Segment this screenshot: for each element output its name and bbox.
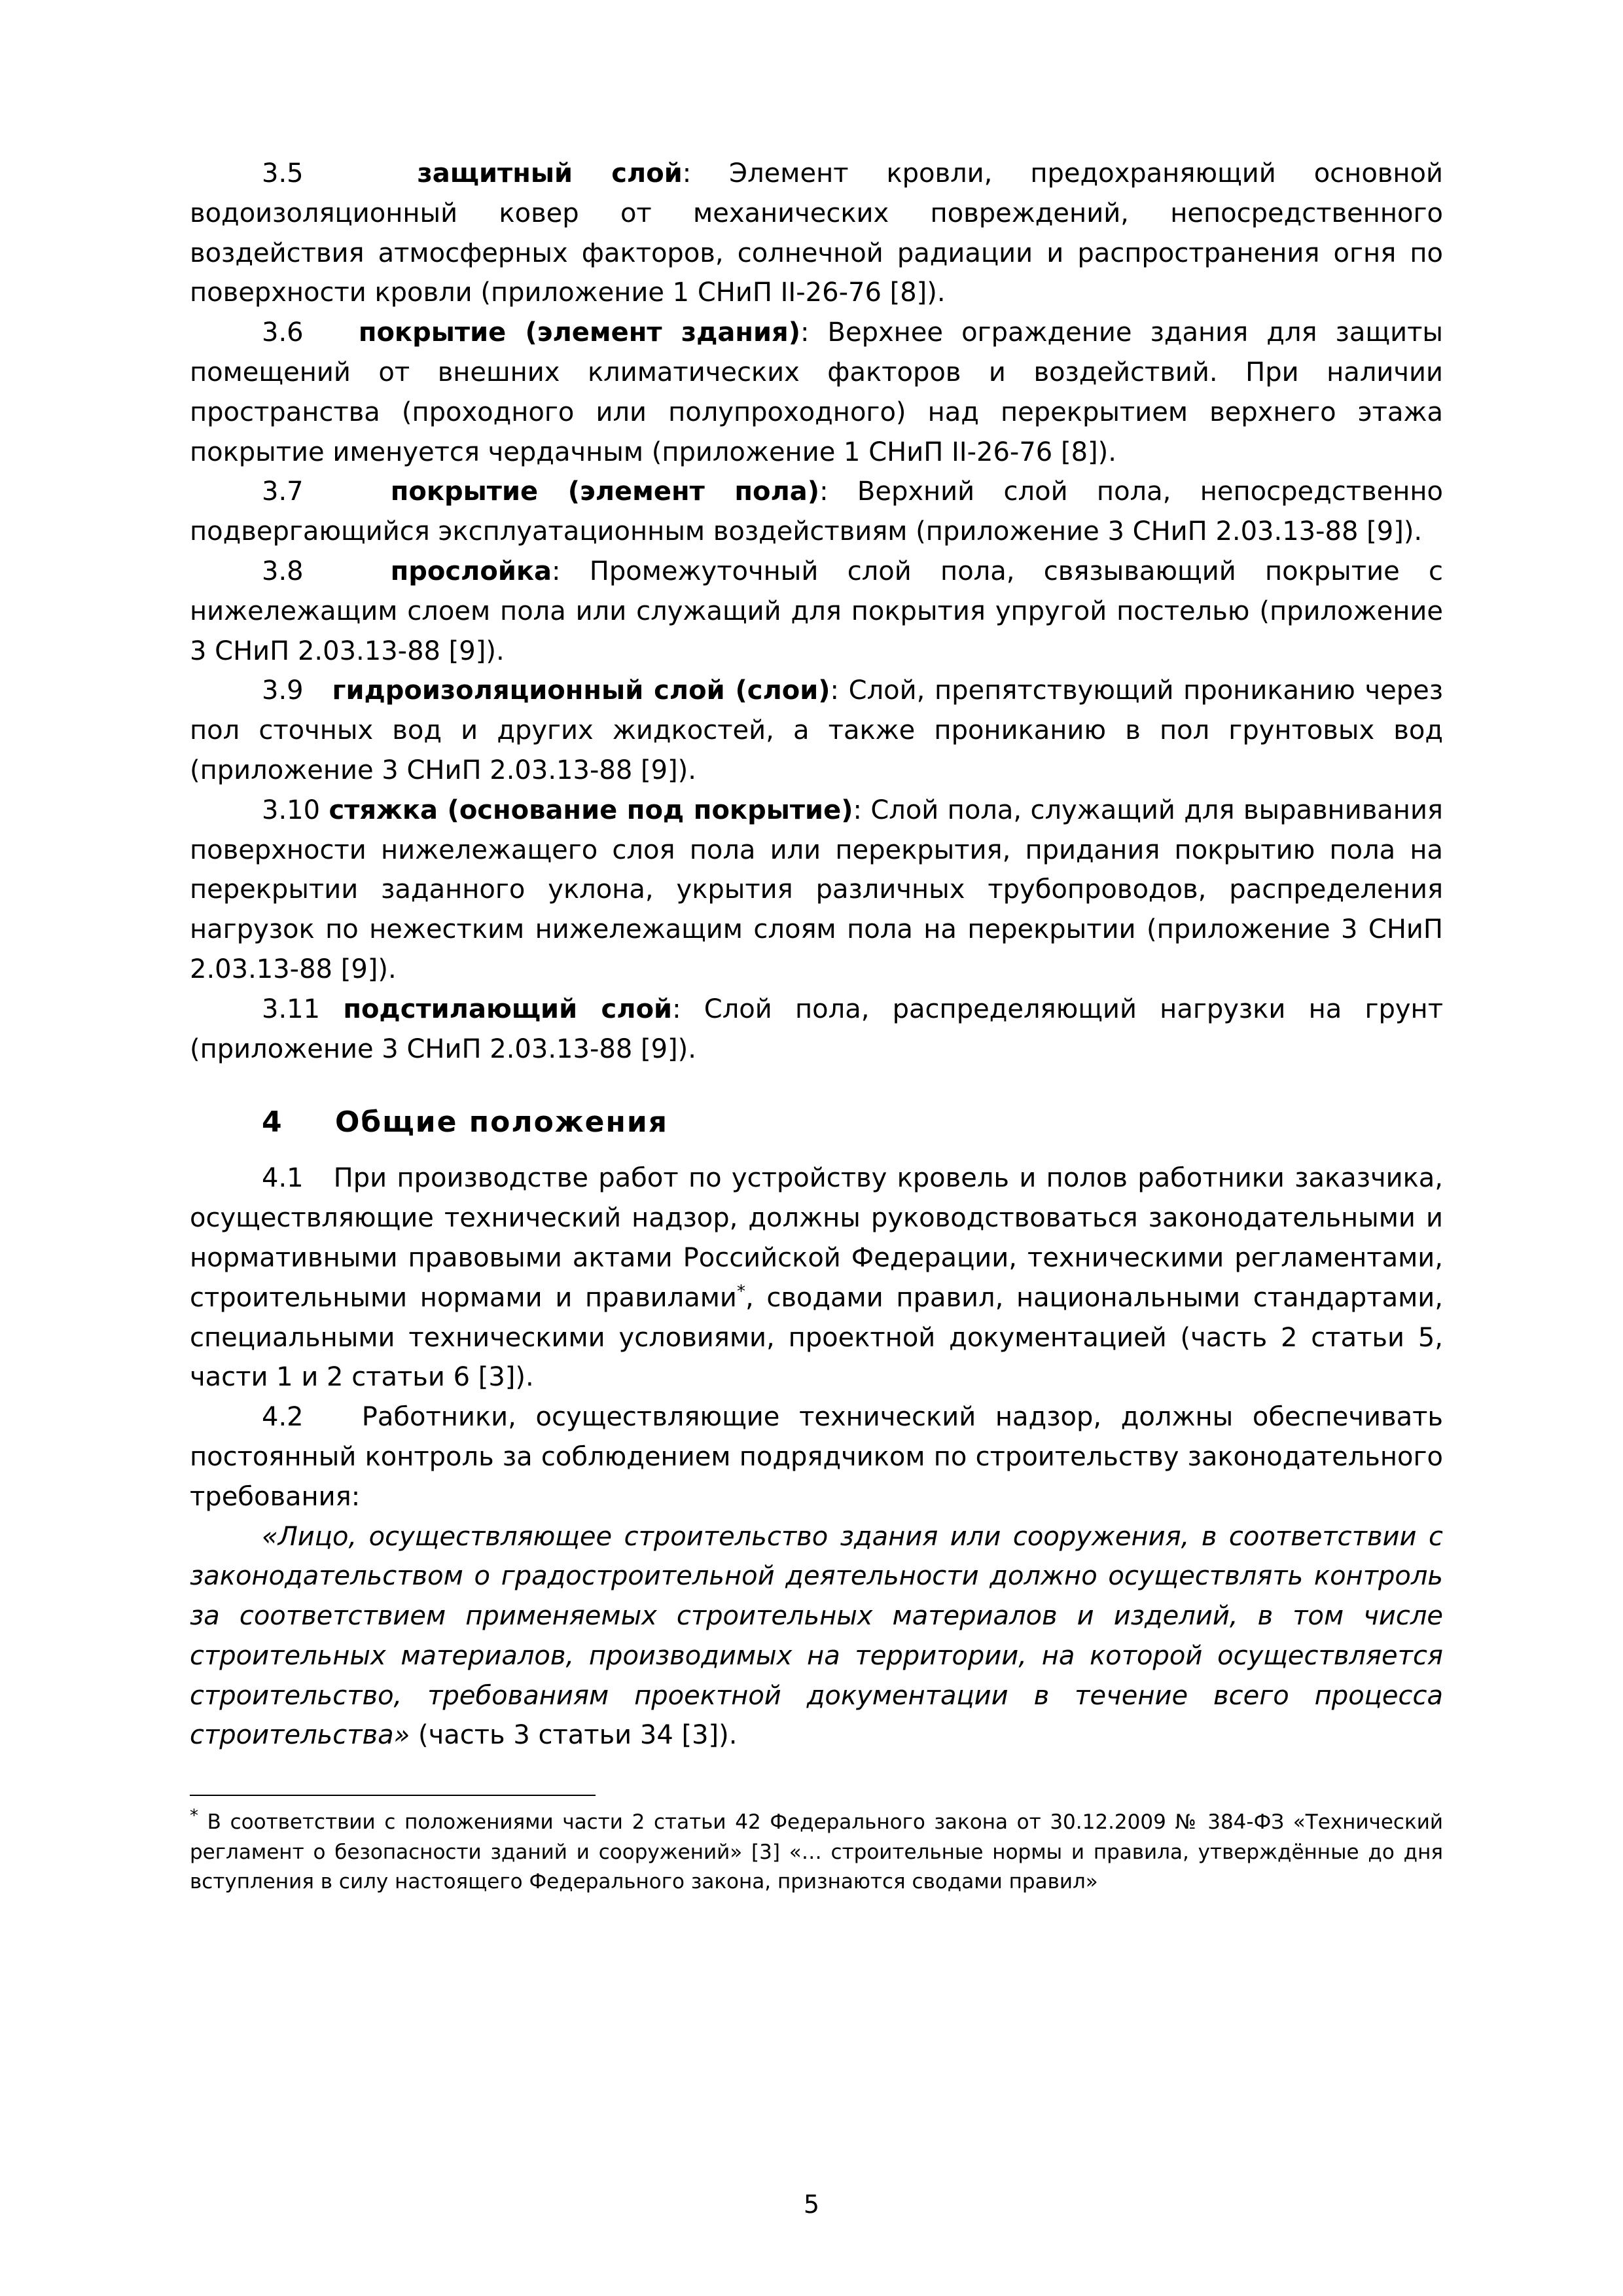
footnote-body: В соответствии с положениями части 2 статьи 42 Федерального закона от 30.12.2009 № 384-ФЗ «Технический регламент о безопасности зданий и сооружений» [3] «… строительные нормы и правила, утверждённые до дня вступления в силу настоящего Федерального закона, признаются сводами правил» bbox=[190, 1810, 1443, 1893]
paragraph-term: прослойка bbox=[390, 556, 552, 586]
paragraph-term: покрытие (элемент пола) bbox=[390, 476, 820, 507]
paragraph-number: 3.7 bbox=[262, 476, 304, 507]
section-number: 4 bbox=[262, 1105, 283, 1139]
definition-paragraph-3-5 bbox=[190, 154, 1443, 313]
section-heading-4 bbox=[190, 1105, 1443, 1139]
paragraph-number: 4.1 bbox=[262, 1163, 304, 1194]
paragraph-number: 3.6 bbox=[262, 317, 304, 348]
paragraph-text: Работники, осуществляющие технический надзор, должны обеспечивать постоянный контроль за соблюдением подрядчиком по строительству законодательного требования: bbox=[190, 1402, 1443, 1512]
paragraph-text-after-footnote: , сводами правил, национальными стандартами, специальными техническими условиями, проектной документацией (часть 2 статьи 5, части 1 и 2 статьи 6 [3]). bbox=[190, 1282, 1443, 1393]
definition-paragraph-3-8 bbox=[190, 552, 1443, 671]
footnote-star-icon: * bbox=[190, 1806, 198, 1826]
paragraph-number: 3.11 bbox=[262, 994, 321, 1024]
paragraph-term: гидроизоляционный слой (слои) bbox=[332, 675, 830, 706]
paragraph-number: 3.8 bbox=[262, 556, 304, 586]
paragraph-number: 3.5 bbox=[262, 158, 304, 188]
paragraph-term: стяжка (основание под покрытие) bbox=[329, 795, 853, 825]
section-title: Общие положения bbox=[335, 1105, 668, 1139]
definition-paragraph-3-11 bbox=[190, 990, 1443, 1069]
paragraph-text: : Слой пола, служащий для выравнивания поверхности нижележащего слоя пола или перекрытия, придания покрытию пола на перекрытии заданного уклона, укрытия различных трубопроводов, распределения нагрузок по нежестким нижележащим слоям пола на перекрытии (приложение 3 СНиП 2.03.13-88 [9]). bbox=[190, 795, 1443, 984]
legal-quote bbox=[190, 1517, 1443, 1756]
paragraph-term: покрытие (элемент здания) bbox=[358, 317, 800, 348]
section-paragraph-4-2 bbox=[190, 1397, 1443, 1516]
paragraph-term: подстилающий слой bbox=[343, 994, 673, 1024]
paragraph-term: защитный слой bbox=[417, 158, 683, 188]
paragraph-text-before-footnote: При производстве работ по устройству кровель и полов работники заказчика, осуществляющие технический надзор, должны руководствоваться законодательными и нормативными правовыми актами Российской Федерации, техническими регламентами, строительными нормами и правилами bbox=[190, 1163, 1443, 1313]
paragraph-text: : Верхнее ограждение здания для защиты помещений от внешних климатических факторов и воздействий. При наличии пространства (проходного или полупроходного) над перекрытием верхнего этажа покрытие именуется чердачным (приложение 1 СНиП II-26-76 [8]). bbox=[190, 317, 1443, 467]
definition-paragraph-3-10 bbox=[190, 791, 1443, 990]
definition-paragraph-3-6 bbox=[190, 313, 1443, 472]
page-number: 5 bbox=[803, 2190, 820, 2219]
paragraph-text: : Элемент кровли, предохраняющий основной водоизоляционный ковер от механических повреждений, непосредственного воздействия атмосферных факторов, солнечной радиации и распространения огня по поверхности кровли (приложение 1 СНиП II-26-76 [8]). bbox=[190, 158, 1443, 308]
paragraph-number: 4.2 bbox=[262, 1402, 304, 1433]
paragraph-text: : Промежуточный слой пола, связывающий покрытие с нижележащим слоем пола или служащий для покрытия упругой постелью (приложение 3 СНиП 2.03.13-88 [9]). bbox=[190, 556, 1443, 666]
paragraph-number: 3.9 bbox=[262, 675, 304, 706]
paragraph-text: : Слой, препятствующий прониканию через пол сточных вод и других жидкостей, а также прониканию в пол грунтовых вод (приложение 3 СНиП 2.03.13-88 [9]). bbox=[190, 675, 1443, 785]
definition-paragraph-3-7 bbox=[190, 472, 1443, 552]
footnote-separator bbox=[190, 1795, 596, 1796]
paragraph-text: : Верхний слой пола, непосредственно подвергающийся эксплуатационным воздействиям (приложение 3 СНиП 2.03.13-88 [9]). bbox=[190, 476, 1444, 547]
footnote-text bbox=[190, 1808, 1443, 1897]
definition-paragraph-3-9 bbox=[190, 671, 1443, 790]
quote-tail-text: (часть 3 статьи 34 [3]). bbox=[410, 1720, 738, 1751]
paragraph-number: 3.10 bbox=[262, 795, 321, 825]
paragraph-text: : Слой пола, распределяющий нагрузки на грунт (приложение 3 СНиП 2.03.13-88 [9]). bbox=[190, 994, 1444, 1064]
section-paragraph-4-1 bbox=[190, 1158, 1443, 1397]
quote-italic-text: «Лицо, осуществляющее строительство здания или сооружения, в соответствии с законодательством о градостроительной деятельности должно осуществлять контроль за соответствием применяемых строительных материалов и изделий, в том числе строительных материалов, производимых на территории, на которой осуществляется строительство, требованиям проектной документации в течение всего процесса строительства» bbox=[190, 1521, 1443, 1751]
footnote-marker-icon: * bbox=[736, 1282, 745, 1302]
